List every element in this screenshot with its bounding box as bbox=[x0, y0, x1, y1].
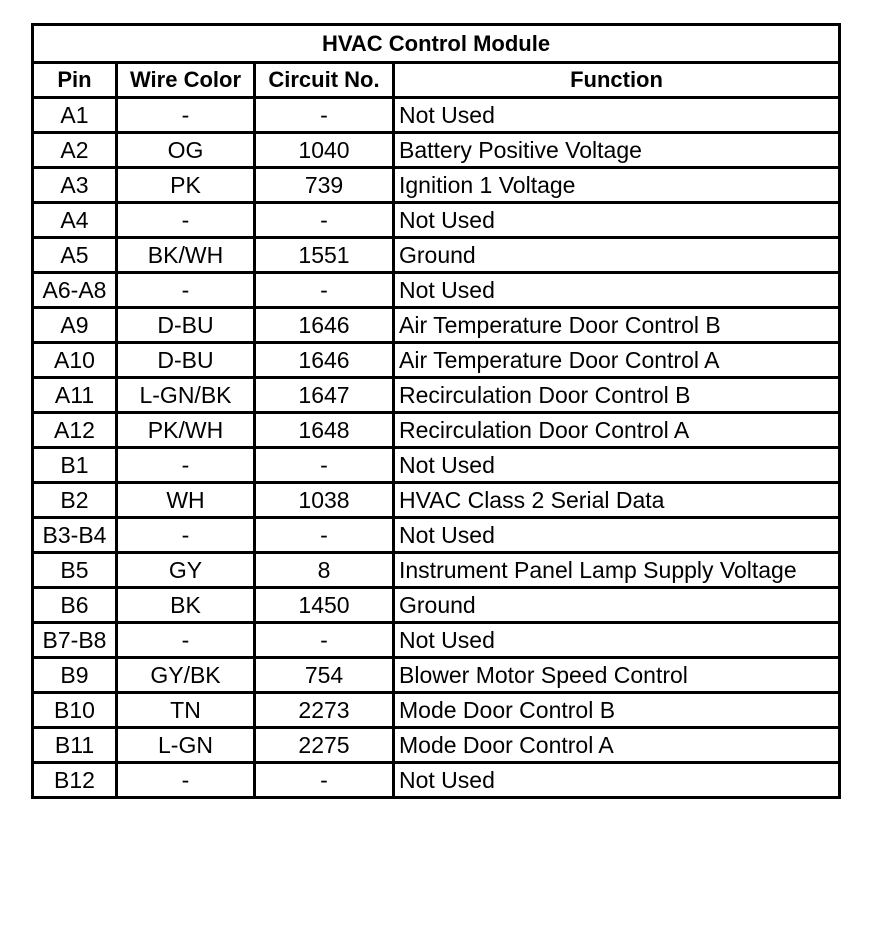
wire-color-cell: L-GN/BK bbox=[117, 378, 255, 413]
pin-cell: B2 bbox=[33, 483, 117, 518]
pin-cell: A1 bbox=[33, 98, 117, 133]
table-row bbox=[33, 448, 840, 483]
table-row bbox=[33, 98, 840, 133]
wire-color-cell: D-BU bbox=[117, 343, 255, 378]
function-cell: Recirculation Door Control B bbox=[394, 378, 840, 413]
circuit-no-cell: 1040 bbox=[255, 133, 394, 168]
wire-color-cell: OG bbox=[117, 133, 255, 168]
wire-color-cell: TN bbox=[117, 693, 255, 728]
pin-cell: A9 bbox=[33, 308, 117, 343]
column-header-wire-color: Wire Color bbox=[117, 63, 255, 98]
table-row bbox=[33, 378, 840, 413]
function-cell: Instrument Panel Lamp Supply Voltage bbox=[394, 553, 840, 588]
circuit-no-cell: - bbox=[255, 98, 394, 133]
wire-color-cell: - bbox=[117, 98, 255, 133]
circuit-no-cell: 2275 bbox=[255, 728, 394, 763]
function-cell: Mode Door Control B bbox=[394, 693, 840, 728]
wire-color-cell: - bbox=[117, 448, 255, 483]
table-row bbox=[33, 763, 840, 798]
column-header-function: Function bbox=[394, 63, 840, 98]
wire-color-cell: WH bbox=[117, 483, 255, 518]
table-row bbox=[33, 308, 840, 343]
function-cell: Mode Door Control A bbox=[394, 728, 840, 763]
circuit-no-cell: 1038 bbox=[255, 483, 394, 518]
function-cell: Ground bbox=[394, 238, 840, 273]
wire-color-cell: D-BU bbox=[117, 308, 255, 343]
pin-cell: B5 bbox=[33, 553, 117, 588]
function-cell: Recirculation Door Control A bbox=[394, 413, 840, 448]
table-row bbox=[33, 133, 840, 168]
wire-color-cell: - bbox=[117, 203, 255, 238]
circuit-no-cell: 1551 bbox=[255, 238, 394, 273]
wire-color-cell: - bbox=[117, 518, 255, 553]
function-cell: Battery Positive Voltage bbox=[394, 133, 840, 168]
table-row bbox=[33, 238, 840, 273]
function-cell: Not Used bbox=[394, 203, 840, 238]
pin-cell: A3 bbox=[33, 168, 117, 203]
circuit-no-cell: - bbox=[255, 203, 394, 238]
function-cell: Air Temperature Door Control B bbox=[394, 308, 840, 343]
table-row bbox=[33, 693, 840, 728]
function-cell: Ignition 1 Voltage bbox=[394, 168, 840, 203]
function-cell: Ground bbox=[394, 588, 840, 623]
wire-color-cell: BK bbox=[117, 588, 255, 623]
pin-cell: B10 bbox=[33, 693, 117, 728]
circuit-no-cell: - bbox=[255, 273, 394, 308]
wire-color-cell: L-GN bbox=[117, 728, 255, 763]
pin-cell: A12 bbox=[33, 413, 117, 448]
table-row bbox=[33, 623, 840, 658]
circuit-no-cell: 1648 bbox=[255, 413, 394, 448]
table-row bbox=[33, 588, 840, 623]
circuit-no-cell: 1647 bbox=[255, 378, 394, 413]
table-row bbox=[33, 203, 840, 238]
table-body bbox=[33, 98, 840, 798]
circuit-no-cell: - bbox=[255, 518, 394, 553]
wire-color-cell: PK/WH bbox=[117, 413, 255, 448]
table-row bbox=[33, 168, 840, 203]
function-cell: Not Used bbox=[394, 448, 840, 483]
function-cell: Not Used bbox=[394, 518, 840, 553]
function-cell: Air Temperature Door Control A bbox=[394, 343, 840, 378]
circuit-no-cell: 2273 bbox=[255, 693, 394, 728]
table-title: HVAC Control Module bbox=[33, 25, 840, 63]
pin-cell: B12 bbox=[33, 763, 117, 798]
circuit-no-cell: 754 bbox=[255, 658, 394, 693]
table-row bbox=[33, 728, 840, 763]
circuit-no-cell: - bbox=[255, 623, 394, 658]
circuit-no-cell: - bbox=[255, 448, 394, 483]
circuit-no-cell: 8 bbox=[255, 553, 394, 588]
pin-cell: A6-A8 bbox=[33, 273, 117, 308]
function-cell: Not Used bbox=[394, 623, 840, 658]
table-row bbox=[33, 658, 840, 693]
table-title-row bbox=[33, 25, 840, 63]
pin-cell: B7-B8 bbox=[33, 623, 117, 658]
circuit-no-cell: 1646 bbox=[255, 308, 394, 343]
pin-cell: A4 bbox=[33, 203, 117, 238]
table-row bbox=[33, 273, 840, 308]
pin-cell: A10 bbox=[33, 343, 117, 378]
column-header-row bbox=[33, 63, 840, 98]
function-cell: Blower Motor Speed Control bbox=[394, 658, 840, 693]
wire-color-cell: BK/WH bbox=[117, 238, 255, 273]
wire-color-cell: PK bbox=[117, 168, 255, 203]
pin-cell: A11 bbox=[33, 378, 117, 413]
table-row bbox=[33, 553, 840, 588]
pin-cell: B3-B4 bbox=[33, 518, 117, 553]
circuit-no-cell: 739 bbox=[255, 168, 394, 203]
circuit-no-cell: 1450 bbox=[255, 588, 394, 623]
wire-color-cell: GY/BK bbox=[117, 658, 255, 693]
pin-cell: A5 bbox=[33, 238, 117, 273]
table-row bbox=[33, 343, 840, 378]
wire-color-cell: GY bbox=[117, 553, 255, 588]
function-cell: Not Used bbox=[394, 763, 840, 798]
circuit-no-cell: - bbox=[255, 763, 394, 798]
function-cell: Not Used bbox=[394, 273, 840, 308]
pin-cell: A2 bbox=[33, 133, 117, 168]
wire-color-cell: - bbox=[117, 623, 255, 658]
function-cell: HVAC Class 2 Serial Data bbox=[394, 483, 840, 518]
table-row bbox=[33, 483, 840, 518]
connector-pinout-table bbox=[31, 23, 841, 799]
wire-color-cell: - bbox=[117, 273, 255, 308]
table-row bbox=[33, 413, 840, 448]
wire-color-cell: - bbox=[117, 763, 255, 798]
function-cell: Not Used bbox=[394, 98, 840, 133]
column-header-pin: Pin bbox=[33, 63, 117, 98]
circuit-no-cell: 1646 bbox=[255, 343, 394, 378]
pin-cell: B6 bbox=[33, 588, 117, 623]
column-header-circuit-no: Circuit No. bbox=[255, 63, 394, 98]
pin-cell: B1 bbox=[33, 448, 117, 483]
pin-cell: B11 bbox=[33, 728, 117, 763]
pin-cell: B9 bbox=[33, 658, 117, 693]
table-row bbox=[33, 518, 840, 553]
